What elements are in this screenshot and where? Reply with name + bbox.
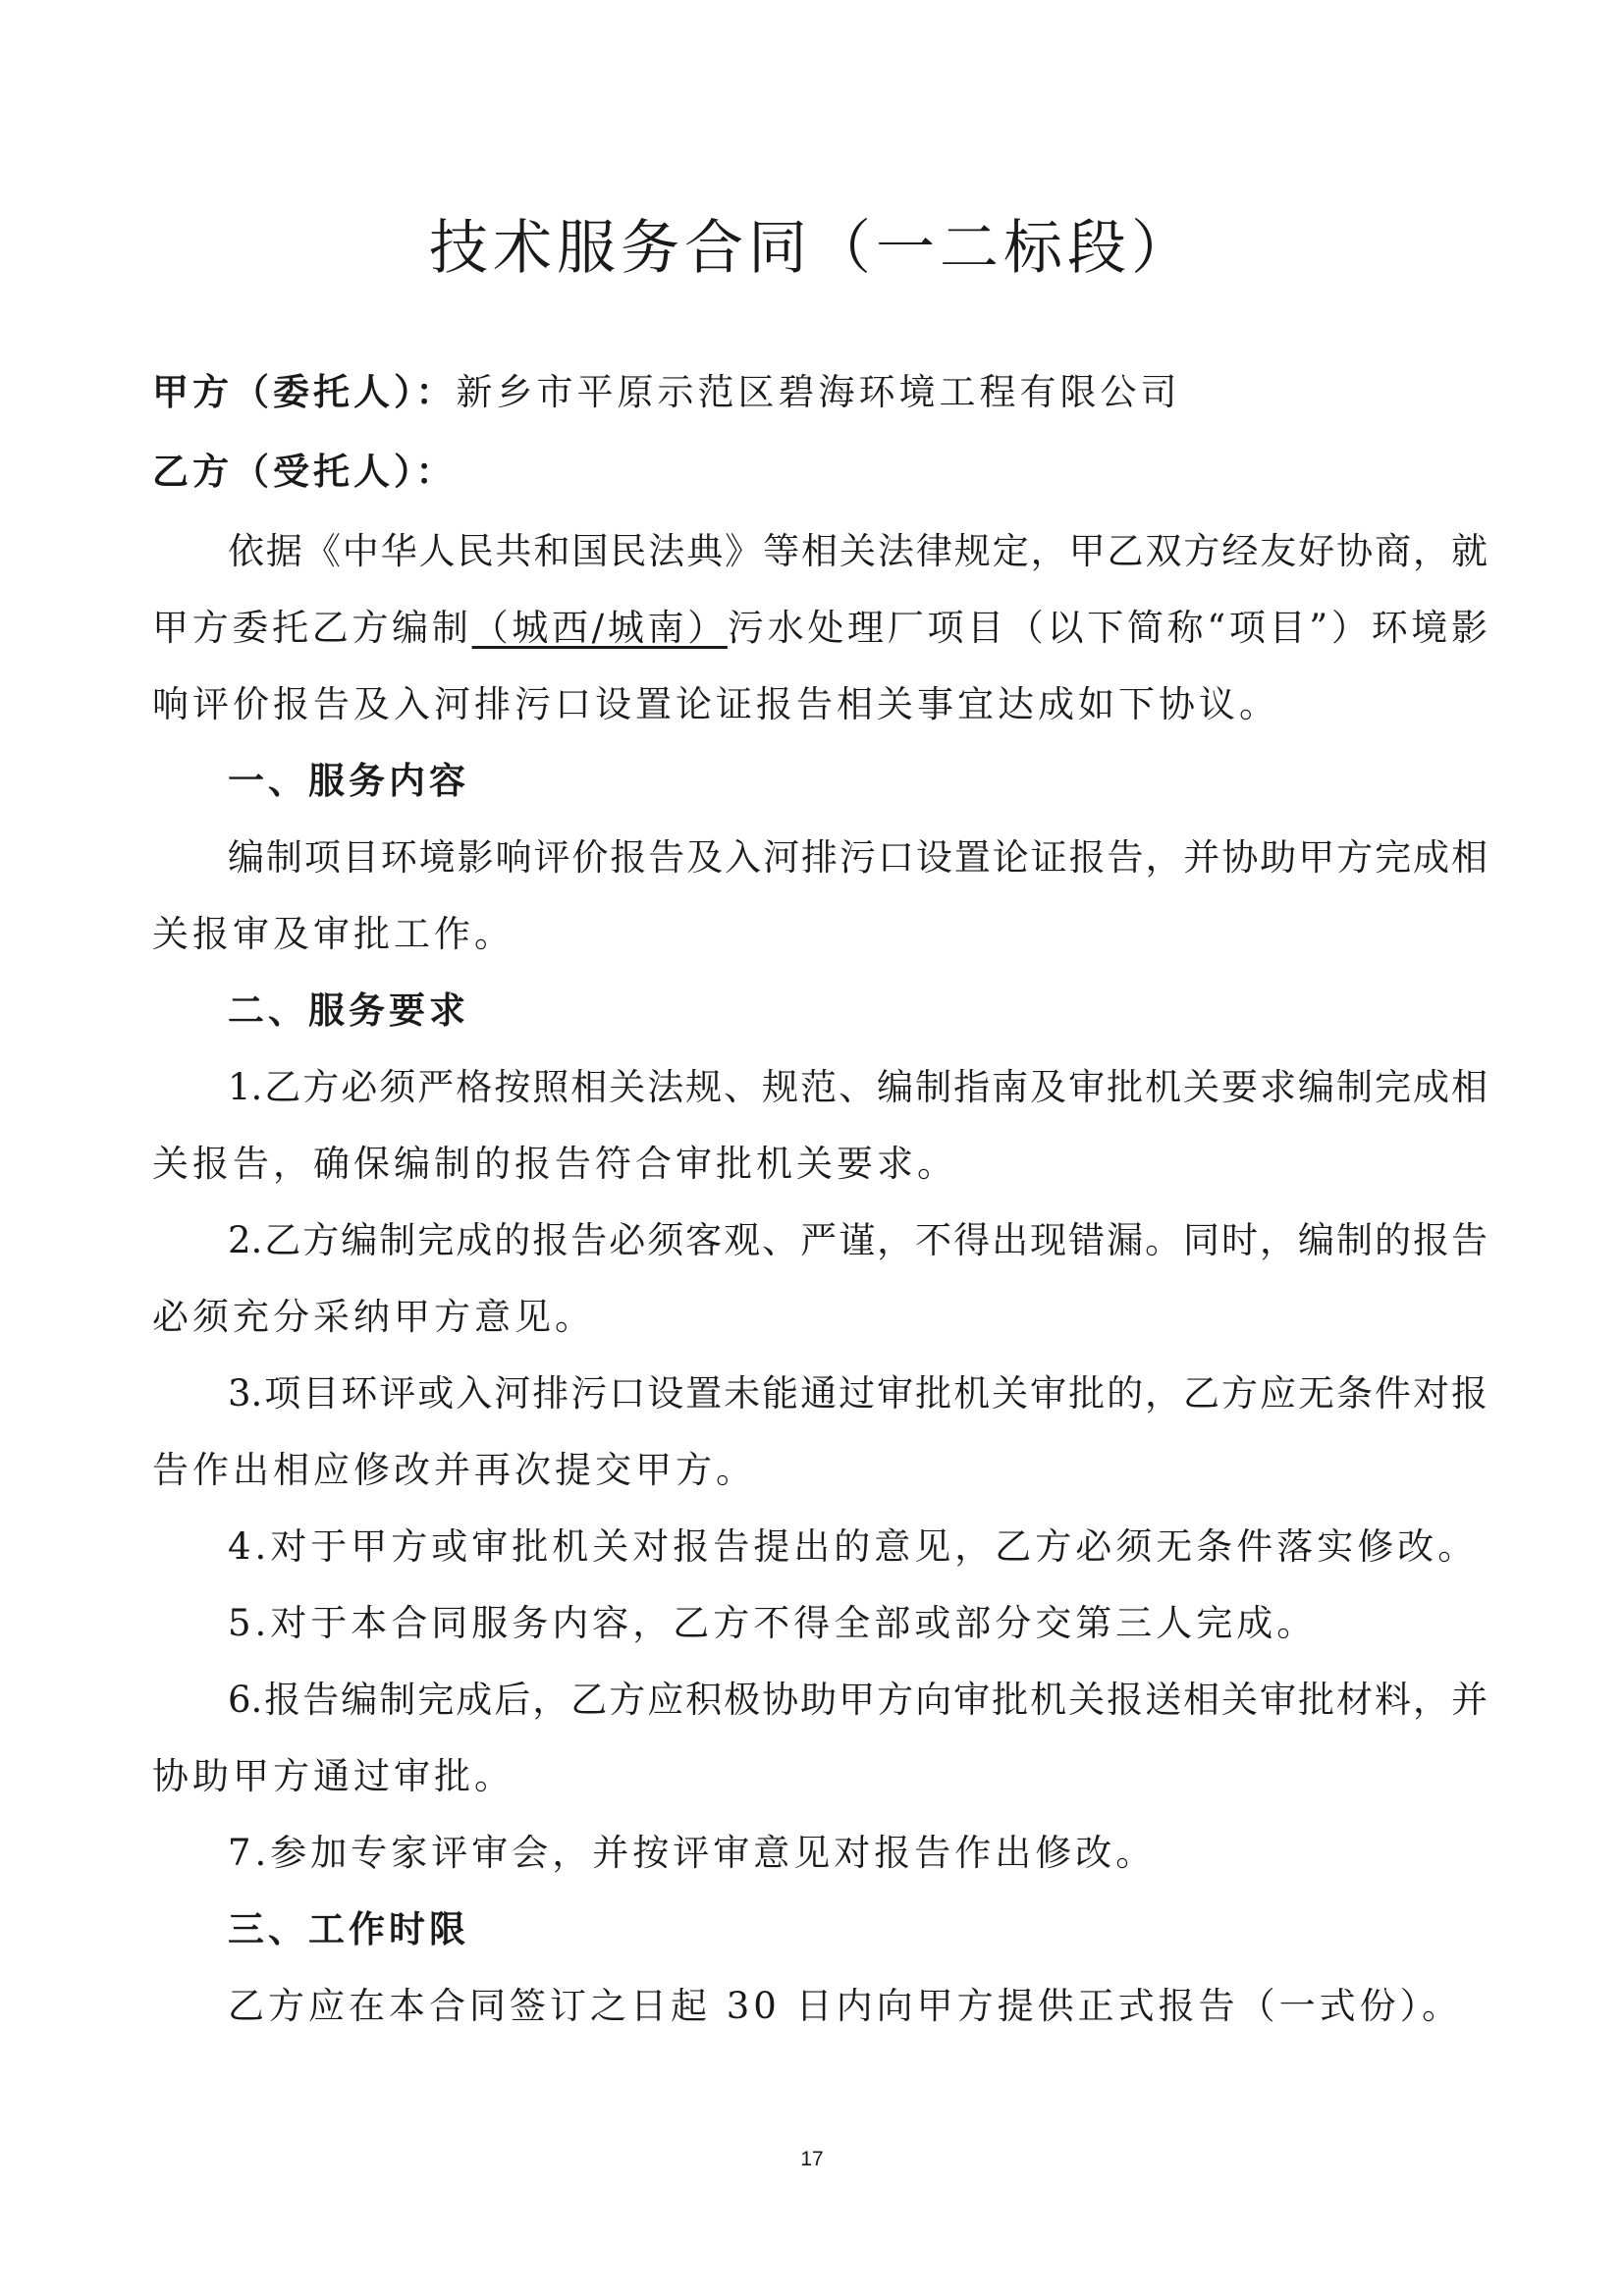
section-2-heading: 二、服务要求 [228,989,469,1032]
project-name-underlined: （城西/城南） [471,607,728,649]
preamble-line-2 [152,604,1488,653]
requirement-6-line-1: 6.报告编制完成后，乙方应积极协助甲方向审批机关报送相关审批材料，并 [228,1679,1488,1721]
requirement-7: 7.参加专家评审会，并按评审意见对报告作出修改。 [228,1832,1157,1874]
preamble-line-2-pre: 甲方委托乙方编制 [152,607,472,649]
requirement-6-line-2: 协助甲方通过审批。 [152,1755,514,1797]
page-number: 17 [800,2148,824,2170]
requirement-4: 4.对于甲方或审批机关对报告提出的意见，乙方必须无条件落实修改。 [228,1525,1479,1568]
requirement-2-line-2: 必须充分采纳甲方意见。 [152,1296,595,1338]
requirement-3-line-2: 告作出相应修改并再次提交甲方。 [152,1449,756,1491]
requirement-2-line-1: 2.乙方编制完成的报告必须客观、严谨，不得出现错漏。同时，编制的报告 [228,1219,1488,1261]
party-a-line [152,368,1488,417]
requirement-1-line-1: 1.乙方必须严格按照相关法规、规范、编制指南及审批机关要求编制完成相 [228,1066,1488,1108]
page-title: 技术服务合同（一二标段） [429,214,1195,283]
section-3-line-1: 乙方应在本合同签订之日起 30 日内向甲方提供正式报告（一式份）。 [228,1985,1463,2027]
section-1-heading: 一、服务内容 [228,760,469,802]
preamble-line-2-post: 污水处理厂项目（以下简称“项目”）环境影 [727,607,1488,649]
party-b-label: 乙方（受托人）： [152,451,457,493]
preamble-line-1: 依据《中华人民共和国民法典》等相关法律规定，甲乙双方经友好协商，就 [228,530,1488,572]
preamble-line-3: 响评价报告及入河排污口设置论证报告相关事宜达成如下协议。 [152,683,1279,725]
requirement-5: 5.对于本合同服务内容，乙方不得全部或部分交第三人完成。 [228,1602,1318,1644]
section-1-line-2: 关报审及审批工作。 [152,913,514,955]
party-a-label: 甲方（委托人）： [152,371,457,413]
section-1-line-1: 编制项目环境影响评价报告及入河排污口设置论证报告，并协助甲方完成相 [228,836,1488,879]
party-a-value: 新乡市平原示范区碧海环境工程有限公司 [456,371,1181,413]
requirement-3-line-1: 3.项目环评或入河排污口设置未能通过审批机关审批的，乙方应无条件对报 [228,1372,1488,1415]
requirement-1-line-2: 关报告，确保编制的报告符合审批机关要求。 [152,1143,957,1185]
section-3-heading: 三、工作时限 [228,1908,469,1950]
